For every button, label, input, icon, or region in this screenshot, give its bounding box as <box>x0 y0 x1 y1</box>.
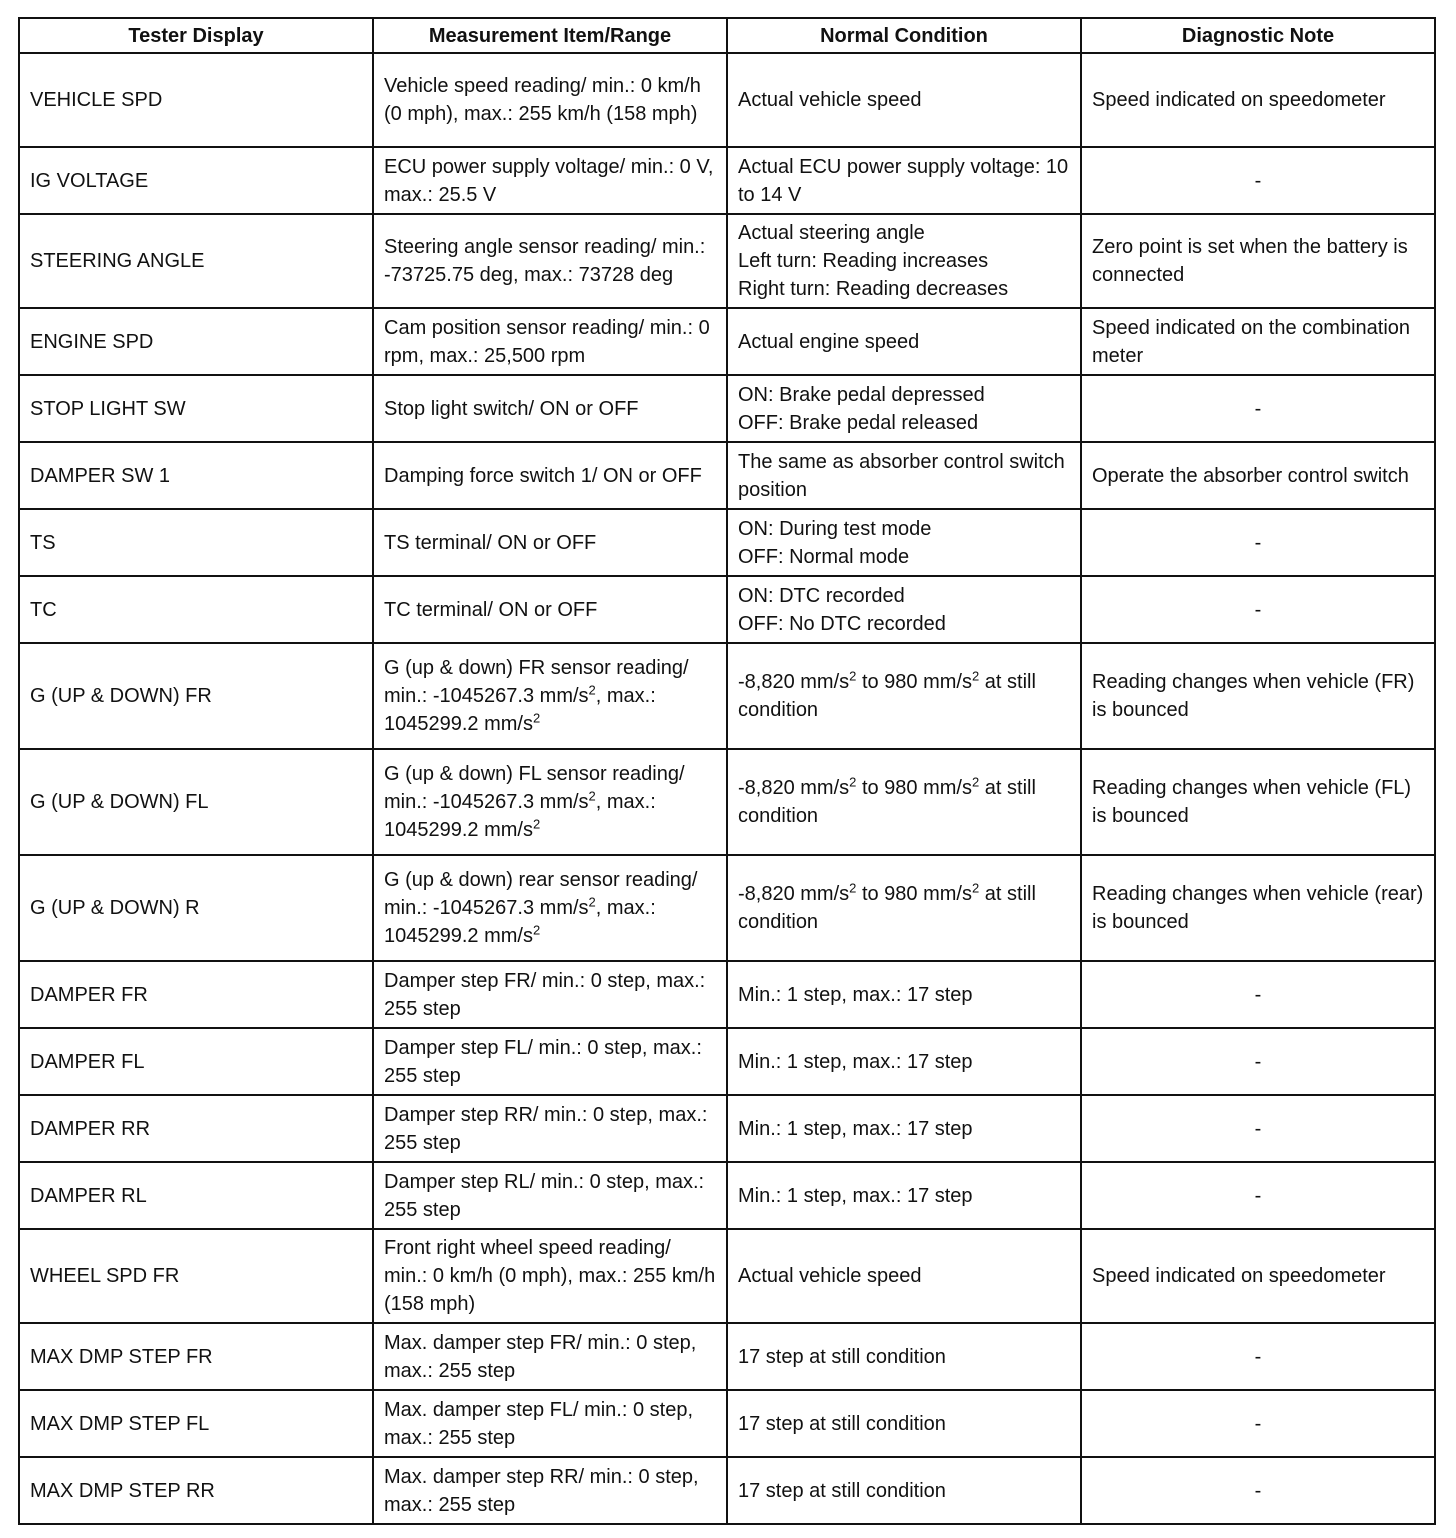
diagnostic-data-table <box>18 17 1436 1525</box>
table-row <box>19 1095 1435 1162</box>
cell-tester-display: TC <box>19 576 373 643</box>
table-row <box>19 509 1435 576</box>
cell-measurement-range: ECU power supply voltage/ min.: 0 V, max.: 25.5 V <box>373 147 727 214</box>
cell-normal-condition: ON: DTC recorded OFF: No DTC recorded <box>727 576 1081 643</box>
cell-diagnostic-note: Operate the absorber control switch <box>1081 442 1435 509</box>
table-row <box>19 749 1435 855</box>
cell-tester-display: DAMPER RR <box>19 1095 373 1162</box>
cell-measurement-range: Damper step RR/ min.: 0 step, max.: 255 step <box>373 1095 727 1162</box>
cell-tester-display: IG VOLTAGE <box>19 147 373 214</box>
cell-normal-condition: ON: During test mode OFF: Normal mode <box>727 509 1081 576</box>
superscript-two: 2 <box>532 922 541 938</box>
table-row <box>19 1323 1435 1390</box>
cell-diagnostic-note: - <box>1081 1323 1435 1390</box>
superscript-two: 2 <box>972 880 980 896</box>
superscript-two: 2 <box>849 880 857 896</box>
superscript-two: 2 <box>588 788 596 804</box>
cell-measurement-range: Max. damper step RR/ min.: 0 step, max.: 255 step <box>373 1457 727 1524</box>
header-measurement-item-range: Measurement Item/Range <box>373 18 727 53</box>
cell-normal-condition: ON: Brake pedal depressed OFF: Brake pedal released <box>727 375 1081 442</box>
table-row <box>19 855 1435 961</box>
cell-measurement-range: Damper step RL/ min.: 0 step, max.: 255 step <box>373 1162 727 1229</box>
header-diagnostic-note: Diagnostic Note <box>1081 18 1435 53</box>
cell-tester-display: VEHICLE SPD <box>19 53 373 147</box>
cell-diagnostic-note: - <box>1081 576 1435 643</box>
superscript-two: 2 <box>588 894 596 910</box>
cell-diagnostic-note: - <box>1081 1390 1435 1457</box>
cell-diagnostic-note: - <box>1081 1162 1435 1229</box>
cell-diagnostic-note: Speed indicated on speedometer <box>1081 1229 1435 1323</box>
cell-tester-display: TS <box>19 509 373 576</box>
cell-normal-condition: -8,820 $mm/s^2$ to 980 $mm/s^2$ at still condition <box>727 643 1081 749</box>
table-row <box>19 1229 1435 1323</box>
cell-tester-display: STEERING ANGLE <box>19 214 373 308</box>
cell-measurement-range: Max. damper step FL/ min.: 0 step, max.: 255 step <box>373 1390 727 1457</box>
cell-diagnostic-note: - <box>1081 1095 1435 1162</box>
cell-tester-display: G (UP & DOWN) FR <box>19 643 373 749</box>
superscript-two: 2 <box>972 774 980 790</box>
cell-normal-condition: Min.: 1 step, max.: 17 step <box>727 1095 1081 1162</box>
table-row <box>19 1028 1435 1095</box>
cell-diagnostic-note: Reading changes when vehicle (FR) is bounced <box>1081 643 1435 749</box>
cell-tester-display: ENGINE SPD <box>19 308 373 375</box>
cell-normal-condition: The same as absorber control switch position <box>727 442 1081 509</box>
cell-diagnostic-note: Speed indicated on speedometer <box>1081 53 1435 147</box>
table-row <box>19 961 1435 1028</box>
cell-normal-condition: Actual engine speed <box>727 308 1081 375</box>
cell-diagnostic-note: - <box>1081 961 1435 1028</box>
cell-normal-condition: 17 step at still condition <box>727 1390 1081 1457</box>
cell-normal-condition: Actual vehicle speed <box>727 1229 1081 1323</box>
cell-tester-display: DAMPER RL <box>19 1162 373 1229</box>
superscript-two: 2 <box>532 816 541 832</box>
cell-normal-condition: Actual vehicle speed <box>727 53 1081 147</box>
cell-normal-condition: 17 step at still condition <box>727 1323 1081 1390</box>
cell-measurement-range: G (up & down) FR sensor reading/ min.: -1045267.3 $mm/s^2$, max.: 1045299.2 $mm/s^2$ <box>373 643 727 749</box>
cell-tester-display: WHEEL SPD FR <box>19 1229 373 1323</box>
cell-normal-condition: -8,820 $mm/s^2$ to 980 $mm/s^2$ at still condition <box>727 855 1081 961</box>
cell-normal-condition: Min.: 1 step, max.: 17 step <box>727 1028 1081 1095</box>
cell-normal-condition: Min.: 1 step, max.: 17 step <box>727 961 1081 1028</box>
cell-tester-display: G (UP & DOWN) FL <box>19 749 373 855</box>
cell-measurement-range: Damper step FR/ min.: 0 step, max.: 255 step <box>373 961 727 1028</box>
table-row <box>19 147 1435 214</box>
cell-tester-display: DAMPER FL <box>19 1028 373 1095</box>
superscript-two: 2 <box>972 668 980 684</box>
superscript-two: 2 <box>532 710 541 726</box>
cell-tester-display: MAX DMP STEP FL <box>19 1390 373 1457</box>
cell-diagnostic-note: - <box>1081 509 1435 576</box>
cell-diagnostic-note: - <box>1081 375 1435 442</box>
cell-diagnostic-note: - <box>1081 147 1435 214</box>
table-row <box>19 375 1435 442</box>
cell-normal-condition: 17 step at still condition <box>727 1457 1081 1524</box>
cell-tester-display: DAMPER SW 1 <box>19 442 373 509</box>
table-row <box>19 643 1435 749</box>
cell-measurement-range: Vehicle speed reading/ min.: 0 km/h (0 mph), max.: 255 km/h (158 mph) <box>373 53 727 147</box>
cell-normal-condition: Min.: 1 step, max.: 17 step <box>727 1162 1081 1229</box>
cell-measurement-range: TC terminal/ ON or OFF <box>373 576 727 643</box>
cell-measurement-range: TS terminal/ ON or OFF <box>373 509 727 576</box>
cell-measurement-range: Stop light switch/ ON or OFF <box>373 375 727 442</box>
cell-measurement-range: Max. damper step FR/ min.: 0 step, max.: 255 step <box>373 1323 727 1390</box>
cell-tester-display: G (UP & DOWN) R <box>19 855 373 961</box>
superscript-two: 2 <box>849 774 857 790</box>
header-tester-display: Tester Display <box>19 18 373 53</box>
table-row <box>19 1390 1435 1457</box>
table-body <box>19 53 1435 1524</box>
cell-measurement-range: G (up & down) FL sensor reading/ min.: -1045267.3 $mm/s^2$, max.: 1045299.2 $mm/s^2$ <box>373 749 727 855</box>
cell-tester-display: DAMPER FR <box>19 961 373 1028</box>
superscript-two: 2 <box>588 682 596 698</box>
table-row <box>19 442 1435 509</box>
cell-tester-display: MAX DMP STEP RR <box>19 1457 373 1524</box>
table-row <box>19 1162 1435 1229</box>
cell-tester-display: MAX DMP STEP FR <box>19 1323 373 1390</box>
table-header <box>19 18 1435 53</box>
cell-diagnostic-note: Speed indicated on the combination meter <box>1081 308 1435 375</box>
cell-measurement-range: G (up & down) rear sensor reading/ min.: -1045267.3 $mm/s^2$, max.: 1045299.2 $mm/s^2$ <box>373 855 727 961</box>
cell-measurement-range: Steering angle sensor reading/ min.: -73725.75 deg, max.: 73728 deg <box>373 214 727 308</box>
cell-diagnostic-note: - <box>1081 1457 1435 1524</box>
cell-tester-display: STOP LIGHT SW <box>19 375 373 442</box>
cell-measurement-range: Damping force switch 1/ ON or OFF <box>373 442 727 509</box>
cell-measurement-range: Front right wheel speed reading/ min.: 0 km/h (0 mph), max.: 255 km/h (158 mph) <box>373 1229 727 1323</box>
table-row <box>19 1457 1435 1524</box>
cell-normal-condition: -8,820 $mm/s^2$ to 980 $mm/s^2$ at still condition <box>727 749 1081 855</box>
cell-diagnostic-note: - <box>1081 1028 1435 1095</box>
table-row <box>19 308 1435 375</box>
cell-diagnostic-note: Zero point is set when the battery is connected <box>1081 214 1435 308</box>
table-row <box>19 576 1435 643</box>
superscript-two: 2 <box>849 668 857 684</box>
table-row <box>19 214 1435 308</box>
cell-measurement-range: Cam position sensor reading/ min.: 0 rpm, max.: 25,500 rpm <box>373 308 727 375</box>
cell-diagnostic-note: Reading changes when vehicle (rear) is bounced <box>1081 855 1435 961</box>
cell-diagnostic-note: Reading changes when vehicle (FL) is bounced <box>1081 749 1435 855</box>
cell-measurement-range: Damper step FL/ min.: 0 step, max.: 255 step <box>373 1028 727 1095</box>
cell-normal-condition: Actual steering angle Left turn: Reading increases Right turn: Reading decreases <box>727 214 1081 308</box>
header-normal-condition: Normal Condition <box>727 18 1081 53</box>
header-row <box>19 18 1435 53</box>
cell-normal-condition: Actual ECU power supply voltage: 10 to 14 V <box>727 147 1081 214</box>
table-row <box>19 53 1435 147</box>
